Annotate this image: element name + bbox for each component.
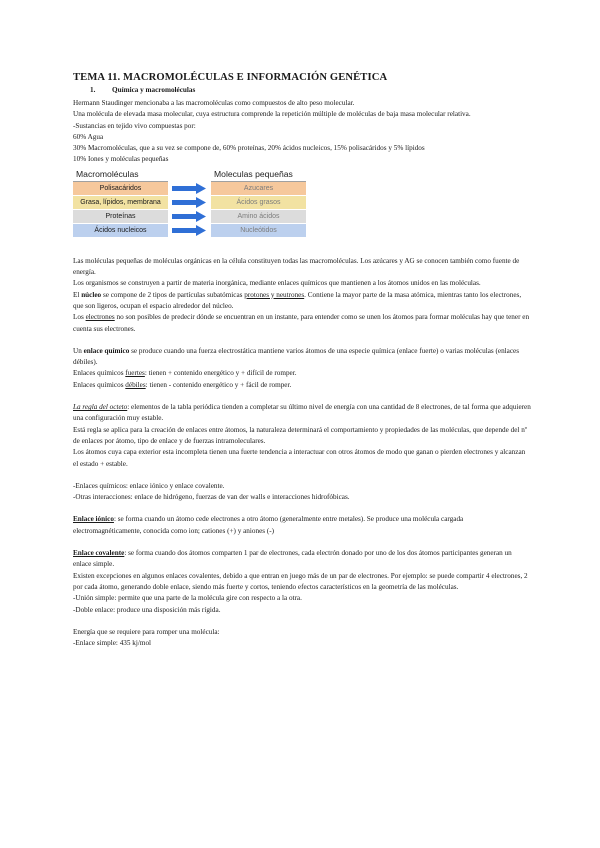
paragraph-staudinger: Hermann Staudinger mencionaba a las macromoléculas como compuestos de alto peso molecular. <box>73 99 355 107</box>
text-run: . Contiene la mayor parte de la masa atómica, mientras tanto los electrones, que son ligeros, ocupan el espacio alrededor del núcleo. <box>73 290 522 310</box>
paragraph-macromolecules: 30% Macromoléculas, que a su vez se compone de, 60% proteínas, 20% ácidos nucleicos, 15% polisacáridos y 5% lípidos <box>73 144 425 153</box>
section-heading <box>90 86 531 94</box>
spacer <box>73 503 531 514</box>
text-run: El <box>73 290 82 299</box>
spacer <box>73 537 531 548</box>
arrow-right-icon <box>172 211 206 222</box>
section-number: 1. <box>90 86 96 94</box>
arrow-right-icon <box>172 225 206 236</box>
arrow-right-icon <box>172 183 206 194</box>
text-run: se produce cuando una fuerza electrostática mantiene varios átomos de una especie química (enlace fuerte) o varias moléculas (enlaces débiles). <box>73 346 520 367</box>
term-chemical-bond: enlace químico <box>83 346 130 355</box>
paragraph-substances: -Sustancias en tejido vivo compuestas por: <box>73 121 196 130</box>
spacer <box>73 470 531 481</box>
paragraph-covalent-bond <box>73 548 531 571</box>
arrow-right-icon <box>172 197 206 208</box>
text-run: Los <box>73 313 86 322</box>
paragraph-chemical-bond <box>73 346 531 369</box>
term-protons-neutrons: protones y neutrones <box>244 290 305 299</box>
term-weak: débiles <box>125 380 146 389</box>
term-octet-rule: La regla del octeto <box>73 403 128 412</box>
paragraph-single-bond-energy: -Enlace simple: 435 kj/mol <box>73 639 152 648</box>
text-run: Enlaces químicos <box>73 369 126 378</box>
text-run: no son posibles de predecir dónde se encuentran en un instante, para entender como se unen los átomos para formar moléculas hay que tener en cuenta sus electrones. <box>73 313 530 333</box>
macromolecules-column <box>73 167 168 238</box>
small-molecules-header: Moleculas pequeñas <box>211 167 306 182</box>
paragraph-single-union: -Unión simple: permite que una parte de la molécula gire con respecto a la otra. <box>73 594 302 603</box>
spacer <box>73 335 531 346</box>
text-run: Un <box>73 346 84 355</box>
small-molecules-column <box>211 167 306 238</box>
text-run: : tienen + contenido energético y + difícil de romper. <box>144 369 297 378</box>
text-run: se compone de 2 tipos de partículas subatómicas <box>101 290 245 299</box>
macromolecule-cell: Proteínas <box>73 210 168 224</box>
term-nucleus: núcleo <box>81 290 102 299</box>
text-run: : se forma cuando dos átomos comparten 1 par de electrones, cada electrón donado por uno de los dos átomos participantes generan un enlace simple. <box>73 549 512 569</box>
paragraph-nucleus <box>73 290 531 313</box>
paragraph-small-molecules: Las moléculas pequeñas de moléculas orgánicas en la célula constituyen todas las macromoléculas. Los azúcares y AG se conocen también como fuente de energía. <box>73 256 520 277</box>
small-molecule-cell: Azucares <box>211 182 306 196</box>
paragraph-outer-shell: Los átomos cuya capa exterior esta incompleta tienen una fuerte tendencia a interactuar con otros átomos de modo que ganan o pierden electrones y alcanzan el estado + estable. <box>73 448 526 468</box>
paragraph-octet-rule <box>73 402 531 425</box>
small-molecule-cell: Amino ácidos <box>211 210 306 224</box>
spacer <box>73 616 531 627</box>
paragraph-ions: 10% Iones y moléculas pequeñas <box>73 155 169 164</box>
macromolecule-cell: Grasa, lípidos, membrana <box>73 196 168 210</box>
paragraph-strong-bonds <box>73 368 531 379</box>
spacer <box>73 391 531 402</box>
paragraph-double-bond: -Doble enlace: produce una disposición más rígida. <box>73 605 221 614</box>
molecules-table <box>73 167 531 253</box>
text-run: Enlaces químicos <box>73 380 126 389</box>
macromolecule-cell: Ácidos nucleicos <box>73 224 168 238</box>
macromolecule-cell: Polisacáridos <box>73 182 168 196</box>
term-electrons: electrones <box>85 313 115 322</box>
term-ionic-bond: Enlace iónico <box>73 515 114 524</box>
paragraph-definition: Una molécula de elevada masa molecular, cuya estructura comprende la repetición múltiple de moléculas de baja masa molecular relativa. <box>73 110 471 119</box>
paragraph-ionic-bond <box>73 514 531 537</box>
paragraph-energy: Energía que se requiere para romper una molécula: <box>73 627 220 636</box>
document-content <box>73 72 531 649</box>
text-run: : tienen - contenido energético y + fácil de romper. <box>145 380 292 389</box>
paragraph-exceptions: Existen excepciones en algunos enlaces covalentes, debido a que entran en juego más de un par de electrones. Por ejemplo: se puede compartir 4 electrones, 2 por cada átomo, generando doble enlace, siendo más fuerte y cortos, teniendo efectos característicos en la geometría de las moléculas. <box>73 571 528 591</box>
paragraph-bond-types: -Enlaces químicos: enlace iónico y enlace covalente. <box>73 481 225 490</box>
paragraph-weak-bonds <box>73 380 531 391</box>
small-molecule-cell: Nucleótidos <box>211 224 306 238</box>
paragraph-organisms: Los organismos se construyen a partir de materia inorgánica, mediante enlaces químicos que mantienen a los átomos unidos en las moléculas. <box>73 279 481 288</box>
text-run: : elementos de la tabla periódica tienden a completar su último nivel de energía con una cantidad de 8 electrones, de tal forma que adquieren una configuración muy estable. <box>73 403 531 423</box>
paragraph-water: 60% Agua <box>73 132 104 141</box>
small-molecule-cell: Ácidos grasos <box>211 196 306 210</box>
term-strong: fuertes <box>125 369 145 378</box>
paragraph-electrons <box>73 312 531 335</box>
paragraph-rule-application: Está regla se aplica para la creación de enlaces entre átomos, la naturaleza determinará el comportamiento y propiedades de las moléculas, que depende del nº de enlaces por átomo, tipo de enlace y de fuerzas intramoleculares. <box>73 425 528 445</box>
text-run: : se forma cuando un átomo cede electrones a otro átomo (generalmente entre metales). Se produce una molécula cargada electromagnéticamente, conocida como ion; cationes (+) y aniones (-) <box>73 515 464 535</box>
term-covalent-bond: Enlace covalente <box>73 549 125 558</box>
section-title: Química y macromoléculas <box>112 86 196 94</box>
paragraph-other-interactions: -Otras interacciones: enlace de hidrógeno, fuerzas de van der walls e interacciones hidrofóbicas. <box>73 493 350 502</box>
macromolecules-header: Macromoléculas <box>73 167 168 182</box>
page-title: TEMA 11. MACROMOLÉCULAS E INFORMACIÓN GENÉTICA <box>73 72 388 83</box>
